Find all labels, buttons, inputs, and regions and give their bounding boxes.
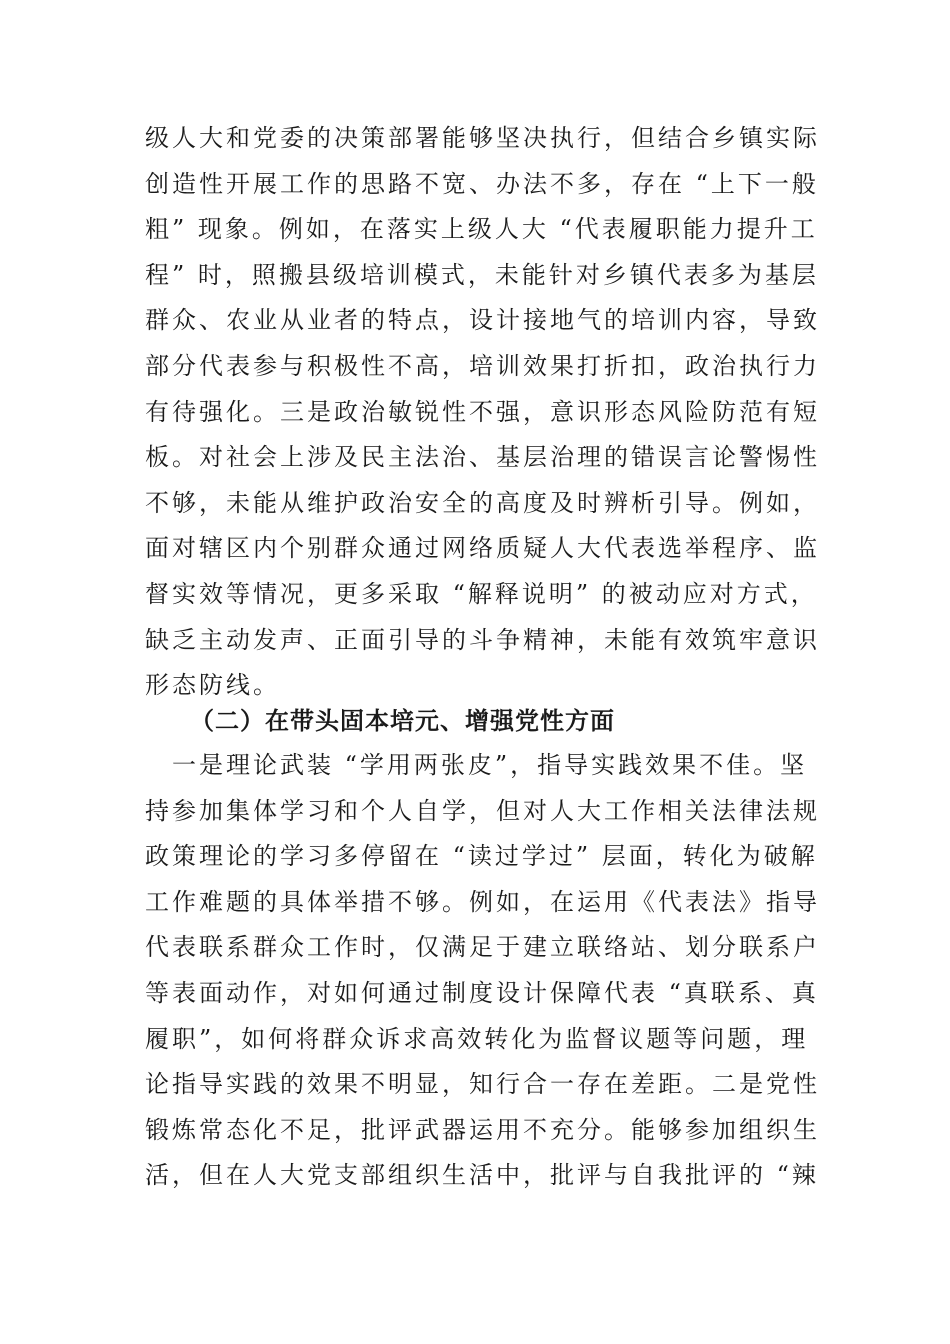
text-line: 创造性开展工作的思路不宽、办法不多，存在 “上下一般 bbox=[145, 169, 819, 198]
text-line: 一是理论武装 “学用两张皮”，指导实践效果不佳。坚 bbox=[145, 751, 808, 779]
text-line: 程” 时，照搬县级培训模式，未能针对乡镇代表多为基层 bbox=[145, 260, 819, 289]
text-line: 锻炼常态化不足，批评武器运用不充分。能够参加组织生 bbox=[145, 1115, 820, 1144]
text-line: 缺乏主动发声、正面引导的斗争精神，未能有效筑牢意识 bbox=[145, 625, 820, 654]
paragraph-political-execution bbox=[145, 116, 820, 709]
text-line: 群众、农业从业者的特点，设计接地气的培训内容，导致 bbox=[145, 306, 820, 335]
text-line: 部分代表参与积极性不高，培训效果打折扣，政治执行力 bbox=[145, 351, 820, 380]
text-line: 不够，未能从维护政治安全的高度及时辨析引导。例如， bbox=[145, 488, 820, 517]
text-line: 活，但在人大党支部组织生活中，批评与自我批评的 “辣 bbox=[145, 1161, 819, 1190]
text-line: 论指导实践的效果不明显，知行合一存在差距。二是党性 bbox=[145, 1070, 820, 1099]
text-line: 级人大和党委的决策部署能够坚决执行，但结合乡镇实际 bbox=[145, 124, 820, 152]
text-line: 有待强化。三是政治敏锐性不强，意识形态风险防范有短 bbox=[145, 397, 820, 426]
text-line: 政策理论的学习多停留在 “读过学过” 层面，转化为破解 bbox=[145, 842, 818, 871]
paragraph-party-spirit bbox=[145, 743, 820, 1199]
text-line: 形态防线。 bbox=[145, 671, 280, 700]
section-heading: （二）在带头固本培元、增强党性方面 bbox=[190, 706, 615, 735]
text-line: 等表面动作，对如何通过制度设计保障代表 “真联系、真 bbox=[145, 978, 819, 1007]
text-line: 粗” 现象。例如，在落实上级人大 “代表履职能力提升工 bbox=[145, 215, 818, 244]
text-line: 履职”，如何将群众诉求高效转化为监督议题等问题，理 bbox=[145, 1024, 809, 1053]
text-line: 板。对社会上涉及民主法治、基层治理的错误言论警惕性 bbox=[145, 443, 820, 472]
text-line: 持参加集体学习和个人自学，但对人大工作相关法律法规 bbox=[145, 796, 820, 825]
text-line: 面对辖区内个别群众通过网络质疑人大代表选举程序、监 bbox=[145, 534, 820, 563]
text-line: 代表联系群众工作时，仅满足于建立联络站、划分联系户 bbox=[145, 933, 820, 962]
text-line: 工作难题的具体举措不够。例如，在运用《代表法》指导 bbox=[145, 887, 820, 916]
text-line: 督实效等情况，更多采取 “解释说明” 的被动应对方式， bbox=[145, 579, 818, 608]
